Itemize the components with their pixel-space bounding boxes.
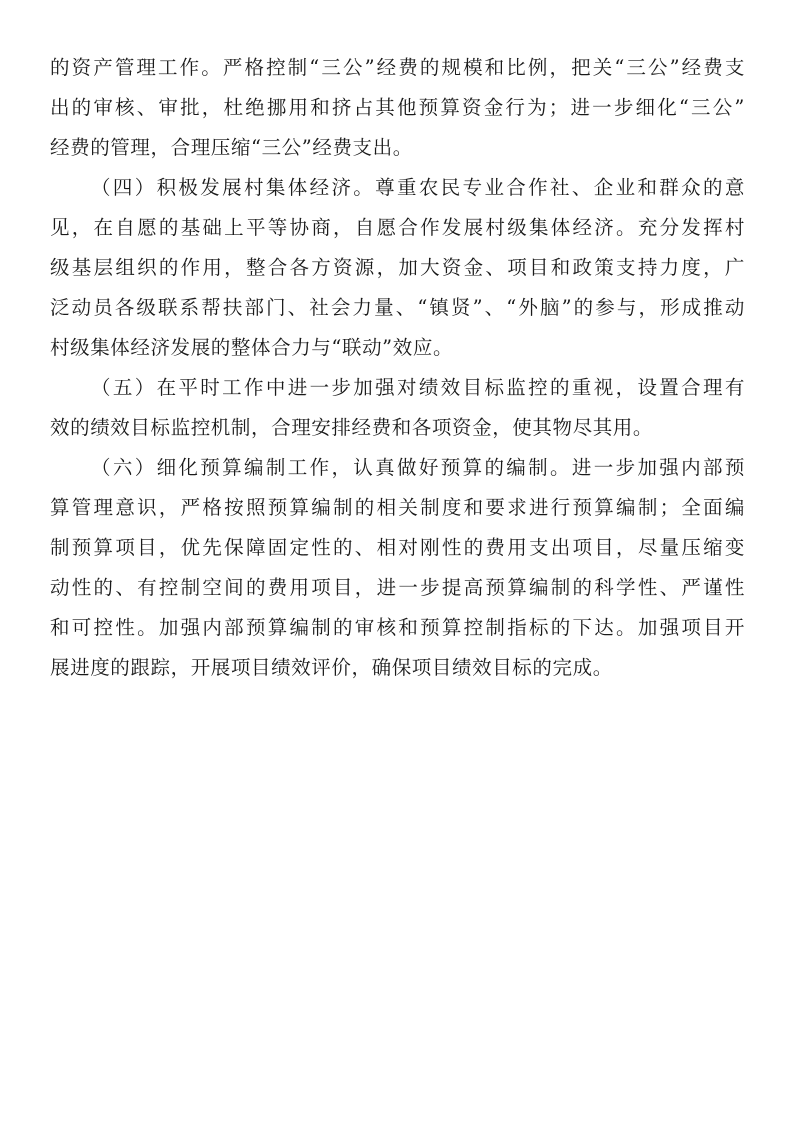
text-line: 出的审核、审批，杜绝挪用和挤占其他预算资金行为；进一步细化“三公” [50,96,745,119]
text-line: （六）细化预算编制工作，认真做好预算的编制。进一步加强内部预 [91,456,745,479]
text-line: 动性的、有控制空间的费用项目，进一步提高预算编制的科学性、严谨性 [50,576,745,599]
text-line: 见，在自愿的基础上平等协商，自愿合作发展村级集体经济。充分发挥村 [50,216,745,239]
text-line: 制预算项目，优先保障固定性的、相对刚性的费用支出项目，尽量压缩变 [50,536,745,559]
text-line: 的资产管理工作。严格控制“三公”经费的规模和比例，把关“三公”经费支 [50,56,745,79]
text-line: 算管理意识，严格按照预算编制的相关制度和要求进行预算编制；全面编 [50,496,745,519]
text-line: （四）积极发展村集体经济。尊重农民专业合作社、企业和群众的意 [91,176,745,199]
text-line: 经费的管理，合理压缩“三公”经费支出。 [50,136,413,159]
text-line: 展进度的跟踪，开展项目绩效评价，确保项目绩效目标的完成。 [50,656,613,679]
text-line: （五）在平时工作中进一步加强对绩效目标监控的重视，设置合理有 [91,376,745,399]
text-line: 村级集体经济发展的整体合力与“联动”效应。 [50,336,454,359]
text-line: 泛动员各级联系帮扶部门、社会力量、“镇贤”、“外脑”的参与，形成推动 [50,296,745,319]
text-line: 效的绩效目标监控机制，合理安排经费和各项资金，使其物尽其用。 [50,416,654,439]
document-body [50,48,745,688]
text-line: 和可控性。加强内部预算编制的审核和预算控制指标的下达。加强项目开 [50,616,745,639]
text-line: 级基层组织的作用，整合各方资源，加大资金、项目和政策支持力度，广 [50,256,745,279]
